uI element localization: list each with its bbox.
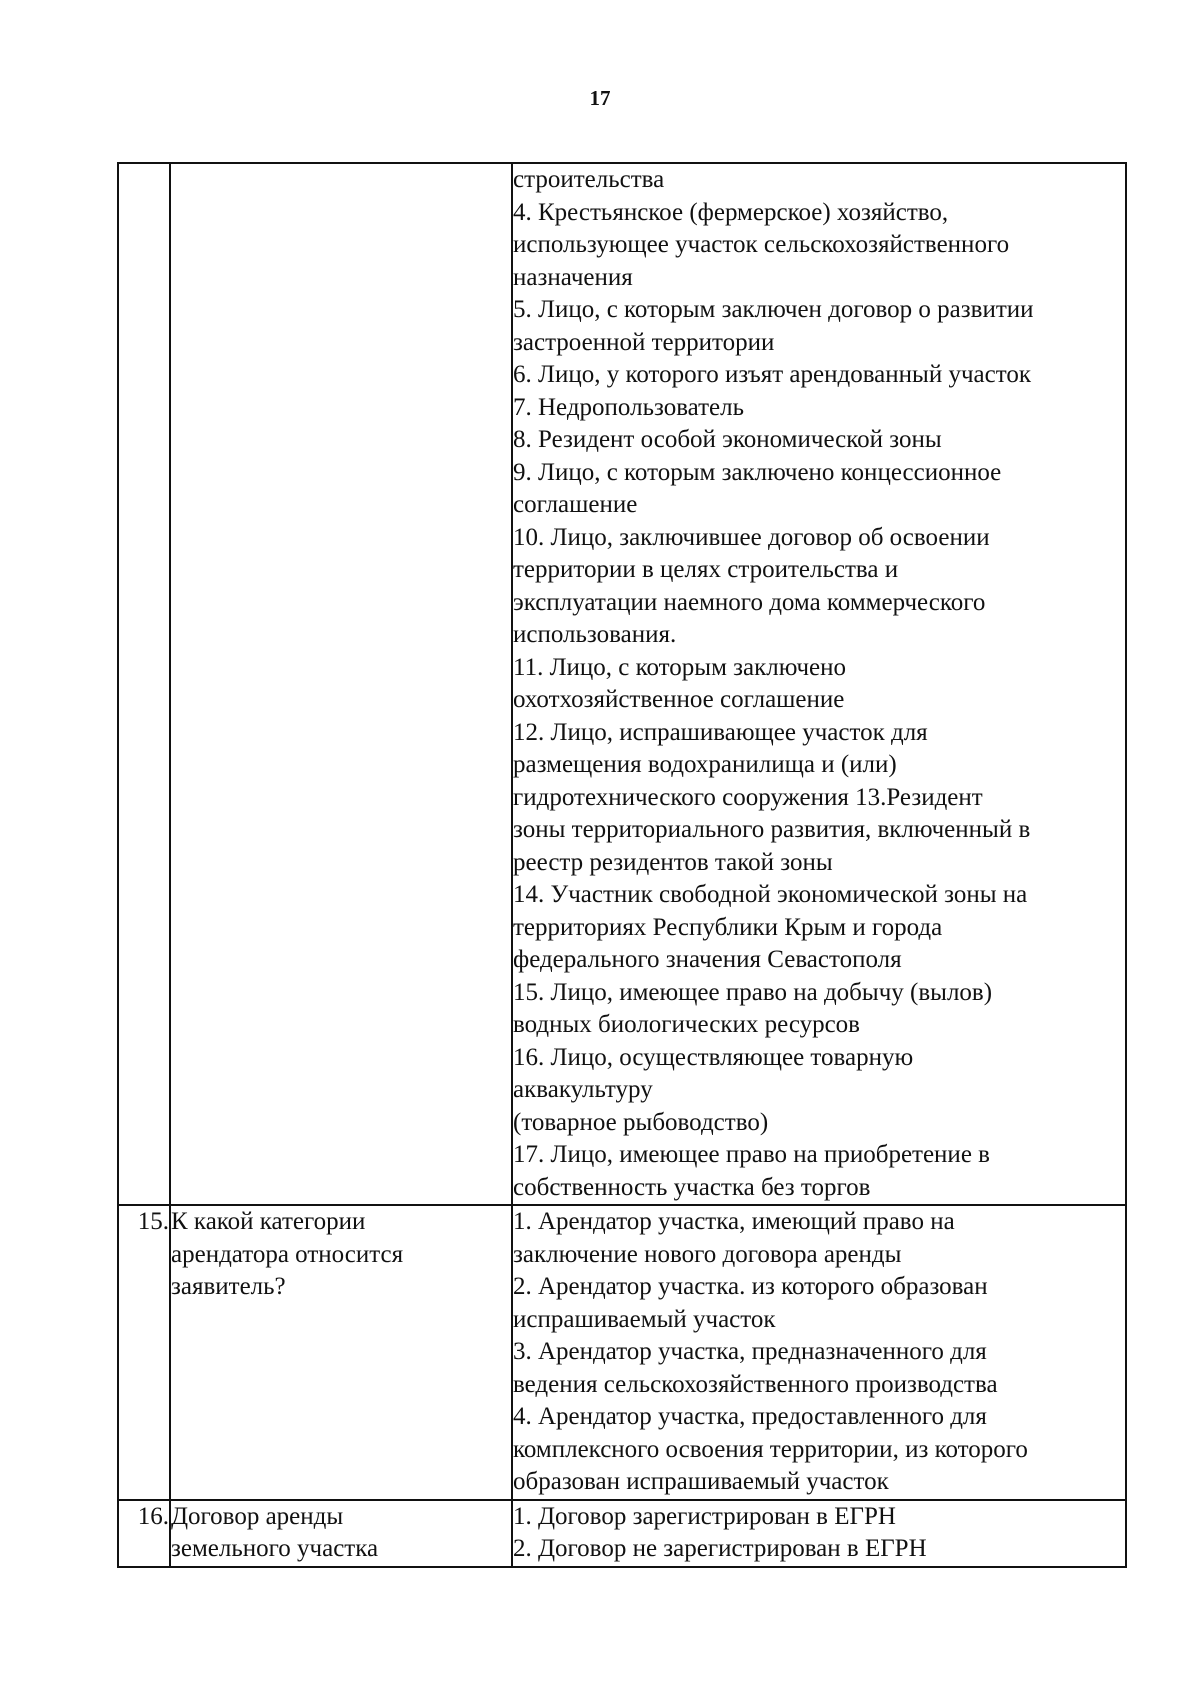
text-line: заключение нового договора аренды [513,1240,902,1268]
text-line: 12. Лицо, испрашивающее участок для [513,718,928,746]
text-line: 9. Лицо, с которым заключено концессионное [513,458,1002,486]
answers-cell [512,163,1126,1205]
text-line: территории в целях строительства и [513,556,899,583]
text-line: 17. Лицо, имеющее право на приобретение в [513,1141,990,1168]
text-line: соглашение [513,491,638,518]
text-line: 2. Договор не зарегистрирован в ЕГРН [513,1535,927,1562]
text-line: 4. Крестьянское (фермерское) хозяйство, [513,198,949,226]
text-line: 7. Недропользователь [513,393,745,421]
text-line: использующее участок сельскохозяйственного [513,231,1010,258]
text-line: 14. Участник свободной экономической зоны на [513,881,1028,908]
row-number [118,163,170,1205]
text-line: собственность участка без торгов [513,1173,871,1201]
text-line: арендатора относится [171,1240,404,1268]
text-line: 10. Лицо, заключившее договор об освоении [513,523,990,551]
table-row-continuation [118,163,1126,1205]
text-line: охотхозяйственное соглашение [513,686,845,713]
row-number: 15. [118,1205,170,1500]
answers-cell [512,1205,1126,1500]
text-line: застроенной территории [513,328,775,356]
question-cell [170,163,512,1205]
text-line: 8. Резидент особой экономической зоны [513,426,942,453]
text-line: заявитель? [171,1273,286,1300]
question-cell [170,1205,512,1500]
text-line: Договор аренды [171,1502,344,1530]
text-line: 6. Лицо, у которого изъят арендованный участок [513,361,1031,388]
table-row-15 [118,1205,1126,1500]
answers-cell [512,1500,1126,1567]
text-line: водных биологических ресурсов [513,1011,860,1038]
text-line: 5. Лицо, с которым заключен договор о развитии [513,296,1034,323]
text-line: 4. Арендатор участка, предоставленного для [513,1403,987,1430]
text-line: 1. Договор зарегистрирован в ЕГРН [513,1502,896,1530]
table-row-16 [118,1500,1126,1567]
text-line: земельного участка [171,1535,379,1562]
text-line: образован испрашиваемый участок [513,1468,889,1495]
text-line: зоны территориального развития, включенный в [513,816,1031,843]
text-line: федерального значения Севастополя [513,946,902,973]
text-line: (товарное рыбоводство) [513,1108,769,1136]
text-line: реестр резидентов такой зоны [513,848,833,876]
text-line: 15. Лицо, имеющее право на добычу (вылов) [513,978,993,1006]
text-line: гидротехнического сооружения 13.Резидент [513,783,983,811]
row-number: 16. [118,1500,170,1567]
text-line: территориях Республики Крым и города [513,913,943,941]
text-line: строительства [513,166,665,193]
text-line: назначения [513,263,633,291]
text-line: 16. Лицо, осуществляющее товарную [513,1043,914,1071]
questionnaire-table [117,162,1127,1568]
text-line: комплексного освоения территории, из которого [513,1435,1028,1463]
text-line: аквакультуру [513,1076,653,1103]
text-line: 1. Арендатор участка, имеющий право на [513,1208,955,1235]
text-line: 3. Арендатор участка, предназначенного для [513,1338,987,1365]
text-line: ведения сельскохозяйственного производства [513,1370,998,1398]
text-line: размещения водохранилища и (или) [513,751,897,778]
text-line: использования. [513,621,677,648]
text-line: 2. Арендатор участка. из которого образован [513,1273,988,1300]
text-line: эксплуатации наемного дома коммерческого [513,588,986,616]
text-line: 11. Лицо, с которым заключено [513,653,847,681]
question-cell [170,1500,512,1567]
page-number: 17 [589,86,611,110]
text-line: К какой категории [171,1208,366,1235]
text-line: испрашиваемый участок [513,1305,776,1333]
